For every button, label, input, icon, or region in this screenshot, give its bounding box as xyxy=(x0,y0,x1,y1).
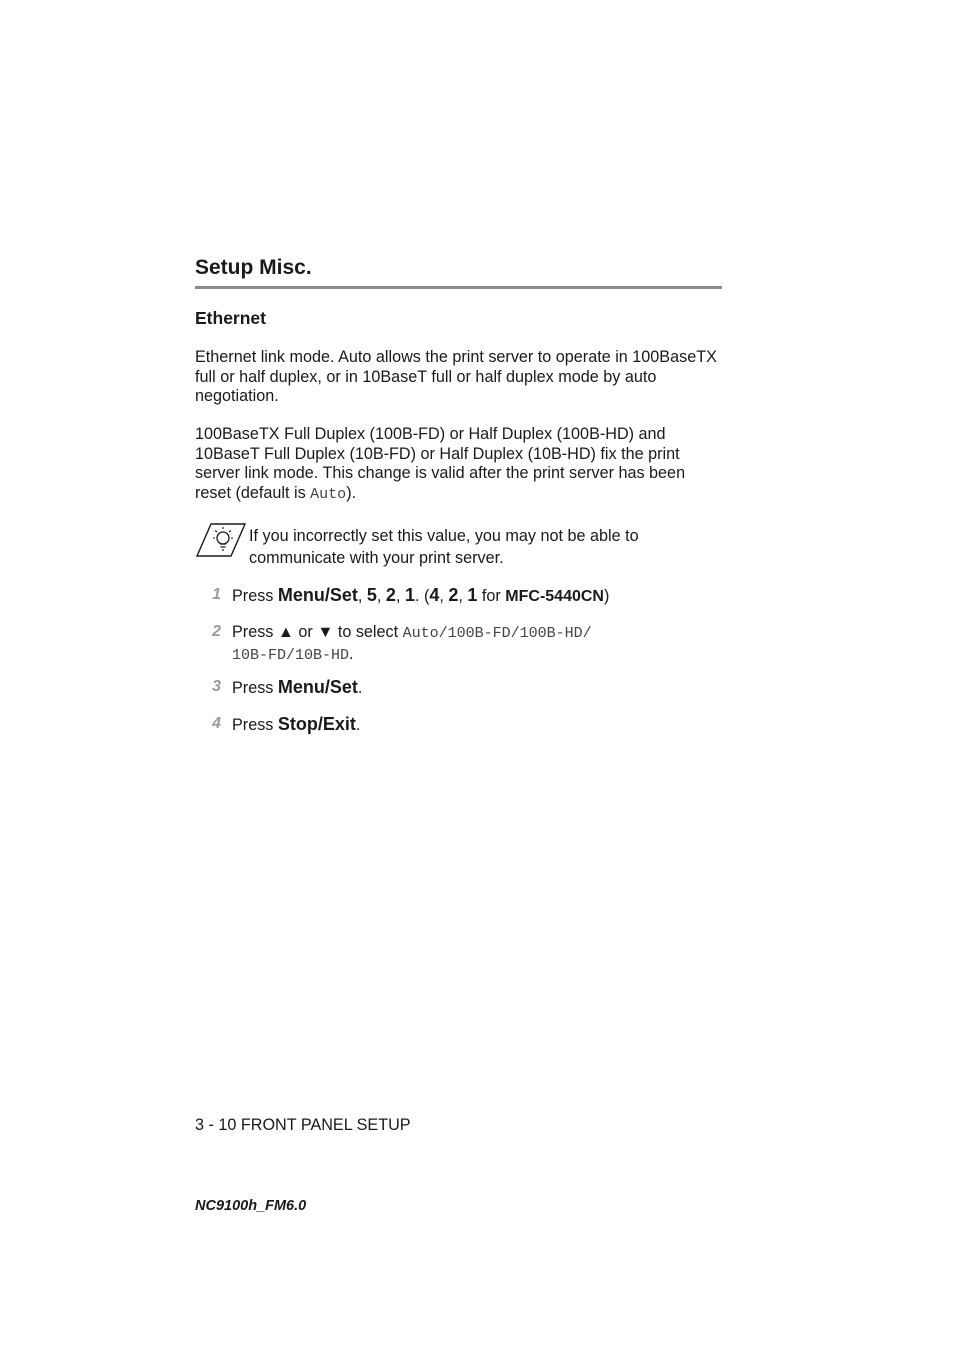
separator: , xyxy=(458,587,468,605)
step-2-select: to select xyxy=(333,623,403,641)
key-4: 4 xyxy=(429,585,440,605)
step-2-end: . xyxy=(349,645,354,663)
section-divider xyxy=(195,286,722,289)
separator: , xyxy=(439,587,449,605)
note-text: If you incorrectly set this value, you may not be able to communicate with your print server. xyxy=(249,527,639,567)
step-1-text: Press xyxy=(232,587,278,605)
step-1-for: for xyxy=(477,587,506,605)
paragraph-duplex-modes-text: 100BaseTX Full Duplex (100B-FD) or Half Duplex (100B-HD) and 10BaseT Full Duplex (10B-FD) or Half Duplex (10B-HD) fix the print server link mode. This change is valid after the print server has been reset (default is xyxy=(195,425,686,502)
step-2-instruction xyxy=(232,622,652,666)
model-name: MFC-5440CN xyxy=(505,588,604,605)
note-icon xyxy=(195,522,247,558)
step-3-end: . xyxy=(357,679,363,697)
separator: . ( xyxy=(414,587,430,605)
link-mode-options-cont: 10B-FD/10B-HD xyxy=(232,647,350,664)
stop-exit-key: Stop/Exit xyxy=(277,714,356,734)
separator: , xyxy=(357,587,367,605)
section-title: Setup Misc. xyxy=(195,256,312,279)
step-number: 4 xyxy=(212,715,221,732)
separator: , xyxy=(395,587,405,605)
step-1-instruction xyxy=(232,585,652,607)
step-3-text: Press xyxy=(232,679,278,697)
step-2-text: Press xyxy=(232,623,278,641)
menu-set-key: Menu/Set xyxy=(277,585,358,605)
subsection-title: Ethernet xyxy=(195,308,266,328)
step-3-instruction xyxy=(232,677,652,698)
step-number: 2 xyxy=(212,623,221,640)
key-2: 2 xyxy=(385,585,396,605)
step-1-end: ) xyxy=(603,587,610,605)
up-arrow-icon: ▲ xyxy=(277,623,294,641)
step-number: 3 xyxy=(212,678,221,695)
page-footer: 3 - 10 FRONT PANEL SETUP xyxy=(195,1116,411,1134)
key-2: 2 xyxy=(448,585,459,605)
paragraph-duplex-modes xyxy=(195,425,725,504)
key-5: 5 xyxy=(366,585,377,605)
step-2-or: or xyxy=(293,623,318,641)
paragraph-duplex-modes-end: ). xyxy=(346,483,357,502)
step-4-text: Press xyxy=(232,716,278,734)
separator: , xyxy=(376,587,386,605)
document-id: NC9100h_FM6.0 xyxy=(195,1198,307,1214)
default-value: Auto xyxy=(310,485,347,503)
down-arrow-icon: ▼ xyxy=(317,623,334,641)
link-mode-options: Auto/100B-FD/100B-HD/ xyxy=(402,625,592,642)
step-4-instruction xyxy=(232,714,652,735)
key-1: 1 xyxy=(467,585,478,605)
paragraph-ethernet-link-mode: Ethernet link mode. Auto allows the print server to operate in 100BaseTX full or half duplex, or in 10BaseT full or half duplex mode by auto negotiation. xyxy=(195,348,717,405)
step-number: 1 xyxy=(212,586,221,603)
menu-set-key: Menu/Set xyxy=(277,677,358,697)
key-1: 1 xyxy=(404,585,415,605)
step-4-end: . xyxy=(355,716,361,734)
